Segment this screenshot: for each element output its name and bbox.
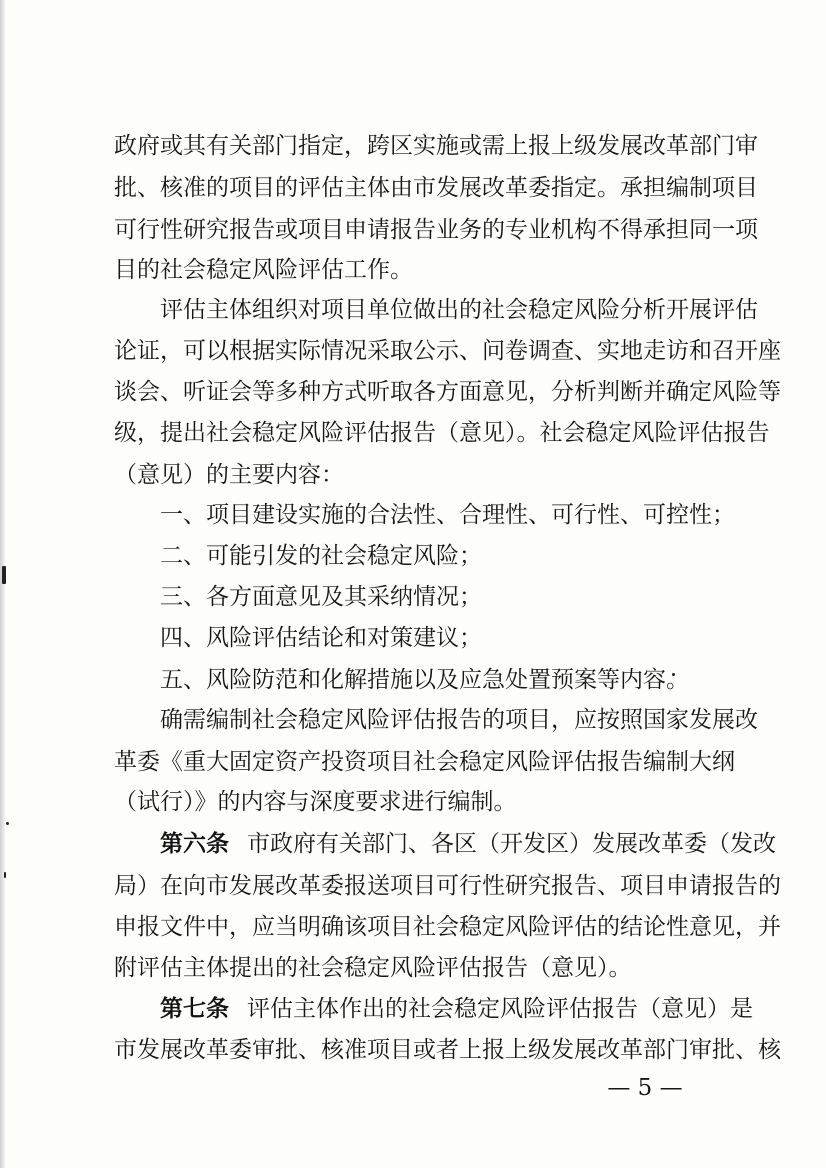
article-six-heading: 第六条 [160,831,229,857]
body-line: （意见）的主要内容： [114,462,344,488]
list-item: 三、各方面意见及其采纳情况； [160,584,482,610]
article-seven-text: 评估主体作出的社会稳定风险评估报告（意见）是 [247,996,753,1022]
body-line: 级，提出社会稳定风险评估报告（意见）。社会稳定风险评估报告 [114,420,770,446]
body-line: 目的社会稳定风险评估工作。 [114,257,413,283]
scan-artifact [2,566,6,584]
body-line: 可行性研究报告或项目申请报告业务的专业机构不得承担同一项 [114,217,758,243]
page-number: — 5 — [607,1075,683,1101]
body-line: 革委《重大固定资产投资项目社会稳定风险评估报告编制大纲 [114,749,735,775]
list-item: 四、风险评估结论和对策建议； [160,625,482,651]
body-line: 申报文件中，应当明确该项目社会稳定风险评估的结论性意见，并 [114,914,781,940]
body-line: 谈会、听证会等多种方式听取各方面意见，分析判断并确定风险等 [114,379,781,405]
body-line: （试行）》的内容与深度要求进行编制。 [114,789,517,815]
scan-artifact [6,822,9,825]
body-line: 批、核准的项目的评估主体由市发展改革委指定。承担编制项目 [114,175,758,201]
body-line: 局）在向市发展改革委报送项目可行性研究报告、项目申请报告的 [114,873,781,899]
paragraph-first-line: 评估主体组织对项目单位做出的社会稳定风险分析开展评估 [160,297,758,323]
scan-artifact [4,872,6,878]
article-six-line [160,824,776,864]
scan-edge-shadow [0,0,5,1168]
body-line: 附评估主体提出的社会稳定风险评估报告（意见）。 [114,955,632,981]
body-line: 政府或其有关部门指定，跨区实施或需上报上级发展改革部门审 [114,133,758,159]
article-seven-line [160,989,753,1029]
article-six-text: 市政府有关部门、各区（开发区）发展改革委（发改 [247,831,776,857]
article-seven-heading: 第七条 [160,996,229,1022]
body-line: 论证，可以根据实际情况采取公示、问卷调查、实地走访和召开座 [114,338,781,364]
body-line: 市发展改革委审批、核准项目或者上报上级发展改革部门审批、核 [114,1037,781,1063]
paragraph-first-line: 确需编制社会稳定风险评估报告的项目，应按照国家发展改 [160,707,758,733]
list-item: 二、可能引发的社会稳定风险； [160,543,482,569]
list-item: 一、项目建设实施的合法性、合理性、可行性、可控性； [160,502,735,528]
list-item: 五、风险防范和化解措施以及应急处置预案等内容。 [160,667,689,693]
